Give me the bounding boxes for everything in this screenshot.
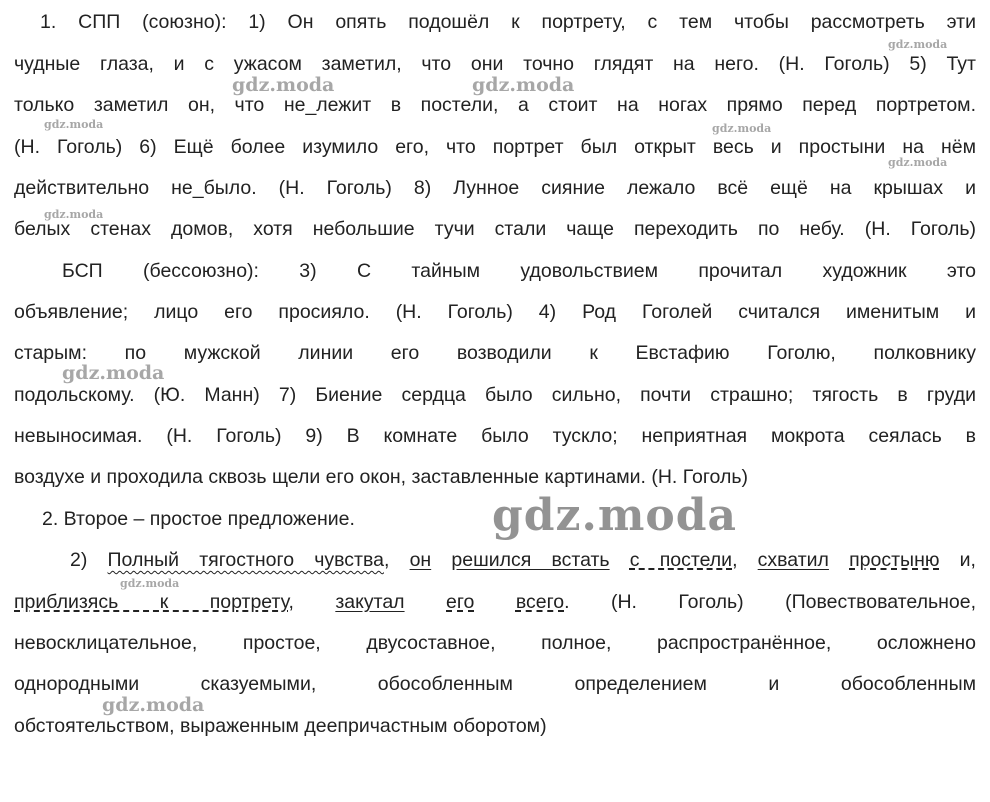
text-line: невосклицательное, простое, двусоставное, полное, распространённое, осложнено bbox=[14, 632, 976, 654]
object: простыню bbox=[849, 549, 940, 571]
watermark: gdz.moda bbox=[120, 577, 180, 590]
watermark: gdz.moda bbox=[44, 208, 104, 221]
text-line: БСП (бессоюзно): 3) С тайным удовольствием прочитал художник это bbox=[62, 260, 976, 282]
parsed-sentence-line bbox=[70, 547, 976, 573]
text-line: (Н. Гоголь) 6) Ещё более изумило его, что портрет был открыт весь и простыни на нём bbox=[14, 136, 976, 158]
predicate: решился встать bbox=[451, 549, 610, 571]
text-line: 2. Второе – простое предложение. bbox=[42, 508, 355, 530]
gerund-phrase: приблизясь к портрету bbox=[14, 591, 289, 613]
watermark: gdz.moda bbox=[888, 38, 948, 51]
object: всего bbox=[515, 591, 565, 613]
text-line: объявление; лицо его просияло. (Н. Гоголь) 4) Род Гоголей считался именитым и bbox=[14, 301, 976, 323]
participial-phrase: Полный тягостного чувства bbox=[107, 549, 384, 571]
punct: , bbox=[732, 549, 738, 571]
watermark: gdz.moda bbox=[102, 694, 205, 716]
watermark: gdz.moda bbox=[712, 122, 772, 135]
text-line: старым: по мужской линии его возводили к Евстафию Гоголю, полковнику bbox=[14, 342, 976, 364]
text-line: только заметил он, что не_лежит в постели, а стоит на ногах прямо перед портретом. bbox=[14, 94, 976, 116]
text-line: действительно не_было. (Н. Гоголь) 8) Лунное сияние лежало всё ещё на крышах и bbox=[14, 177, 976, 199]
subject: он bbox=[409, 549, 432, 571]
text-line: 1. СПП (союзно): 1) Он опять подошёл к портрету, с тем чтобы рассмотреть эти bbox=[40, 11, 976, 33]
text-line: подольскому. (Ю. Манн) 7) Биение сердца было сильно, почти страшно; тягость в груди bbox=[14, 384, 976, 406]
text-line: невыносимая. (Н. Гоголь) 9) В комнате было тускло; неприятная мокрота сеялась в bbox=[14, 425, 976, 447]
watermark: gdz.moda bbox=[492, 490, 738, 541]
text: . (Н. Гоголь) (Повествовательное, bbox=[564, 591, 976, 613]
predicate: закутал bbox=[335, 591, 405, 613]
watermark: gdz.moda bbox=[888, 156, 948, 169]
parsed-sentence-line bbox=[14, 589, 976, 615]
text-line: однородными сказуемыми, обособленным определением и обособленным bbox=[14, 673, 976, 695]
object: с постели bbox=[629, 549, 733, 571]
watermark: gdz.moda bbox=[62, 362, 165, 384]
punct: , bbox=[288, 591, 294, 613]
watermark: gdz.moda bbox=[472, 74, 575, 96]
sentence-number: 2) bbox=[70, 549, 88, 571]
text-line: воздухе и проходила сквозь щели его окон, заставленные картинами. (Н. Гоголь) bbox=[14, 466, 748, 488]
watermark: gdz.moda bbox=[232, 74, 335, 96]
watermark: gdz.moda bbox=[44, 118, 104, 131]
punct: , bbox=[383, 549, 390, 571]
predicate: схватил bbox=[757, 549, 829, 571]
object: его bbox=[446, 591, 475, 613]
text-line: белых стенах домов, хотя небольшие тучи стали чаще переходить по небу. (Н. Гоголь) bbox=[14, 218, 976, 240]
text-line: обстоятельством, выраженным деепричастным оборотом) bbox=[14, 715, 547, 737]
text-line: чудные глаза, и с ужасом заметил, что они точно глядят на него. (Н. Гоголь) 5) Тут bbox=[14, 53, 976, 75]
punct: и, bbox=[939, 549, 976, 571]
